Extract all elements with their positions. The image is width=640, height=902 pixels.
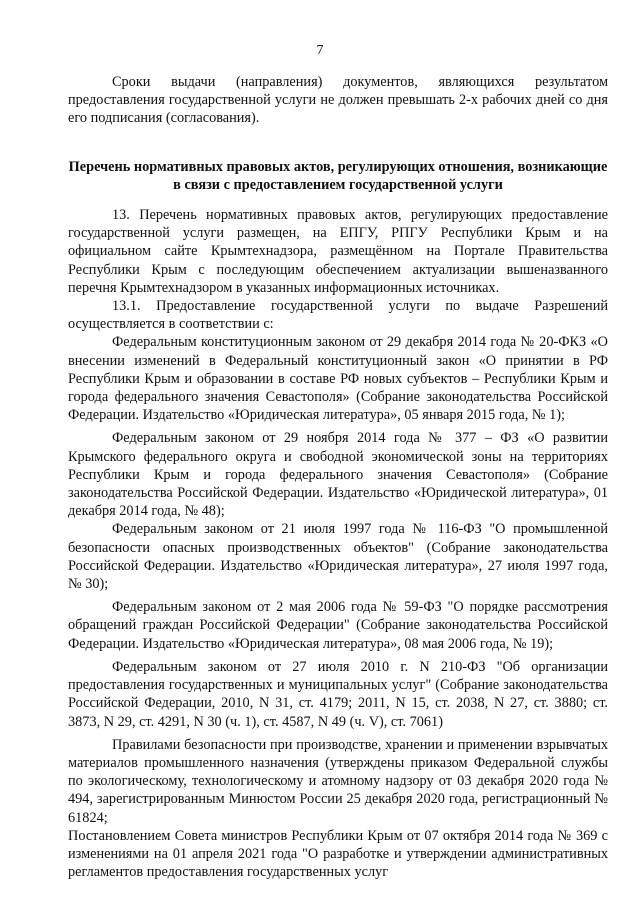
paragraph-13: 13. Перечень нормативных правовых актов, регулирующих предоставление государственной услуги размещен, на ЕПГУ, РПГУ Республики Крым и на официальном сайте Крымтехнадзора, размещённом на Портале Правительства Республики Крым с последующим обеспечением актуализации вышеназванного перечня Крымтехнадзором в указанных информационных источниках.	[68, 207, 608, 296]
law-item-210-fz: Федеральным законом от 27 июля 2010 г. N 210-ФЗ "Об организации предоставления государственных и муниципальных услуг" (Собрание законодательства Российской Федерации, 2010, N 31, ст. 4179; 2011, N 15, ст. 2038, N 27, ст. 3880; ст. 3873, N 29, ст. 4291, N 30 (ч. 1), ст. 4587, N 49 (ч. V), ст. 7061)	[68, 658, 608, 730]
rules-item-explosives: Правилами безопасности при производстве, хранении и применении взрывчатых материалов промышленного назначения (утверждены приказом Федеральной службы по экологическому, технологическому и атомному надзору от 03 декабря 2020 года № 494, зарегистрированным Минюстом России 25 декабря 2020 года, регистрационный № 61824;	[68, 736, 608, 826]
law-item-377-fz: Федеральным законом от 29 ноября 2014 года № 377 – ФЗ «О развитии Крымского федерального округа и свободной экономической зоны на территориях Республики Крым и города федерального значения Севастополя» (Собрание законодательства Российской Федерации. Издательство «Юридической литература», 01 декабря 2014 года, № 48);	[68, 430, 608, 520]
law-item-59-fz: Федеральным законом от 2 мая 2006 года № 59-ФЗ "О порядке рассмотрения обращений граждан Российской Федерации" (Собрание законодательства Российской Федерации. Издательство «Юридическая литература», 08 мая 2006 года, № 19);	[68, 599, 608, 652]
resolution-item-369: Постановлением Совета министров Республики Крым от 07 октября 2014 года № 369 с изменениями на 01 апреля 2021 года "О разработке и утверждении административных регламентов предоставления государственных услуг	[68, 827, 608, 881]
law-item-116-fz: Федеральным законом от 21 июля 1997 года № 116-ФЗ "О промышленной безопасности опасных производственных объектов" (Собрание законодательства Российской Федерации. Издательство «Юридическая литература», 27 июля 1997 года, № 30);	[68, 521, 608, 593]
paragraph-13-1: 13.1. Предоставление государственной услуги по выдаче Разрешений осуществляется в соответствии с:	[68, 298, 608, 333]
law-item-20-fkz: Федеральным конституционным законом от 29 декабря 2014 года № 20-ФКЗ «О внесении изменений в Федеральный конституционный закон «О принятии в РФ Республики Крым и образовании в составе РФ новых субъектов – Республики Крым и города федерального значения Севастополя» (Собрание законодательства Российской Федерации. Издательство «Юридическая литература», 05 января 2015 года, № 1);	[68, 334, 608, 424]
paragraph-deadline: Сроки выдачи (направления) документов, являющихся результатом предоставления государственной услуги не должен превышать 2-х рабочих дней со дня его подписания (согласования).	[68, 74, 608, 127]
document-body	[68, 73, 608, 881]
page-number: 7	[316, 43, 324, 58]
section-heading: Перечень нормативных правовых актов, регулирующих отношения, возникающие в связи с предоставлением государственной услуги	[68, 158, 608, 193]
